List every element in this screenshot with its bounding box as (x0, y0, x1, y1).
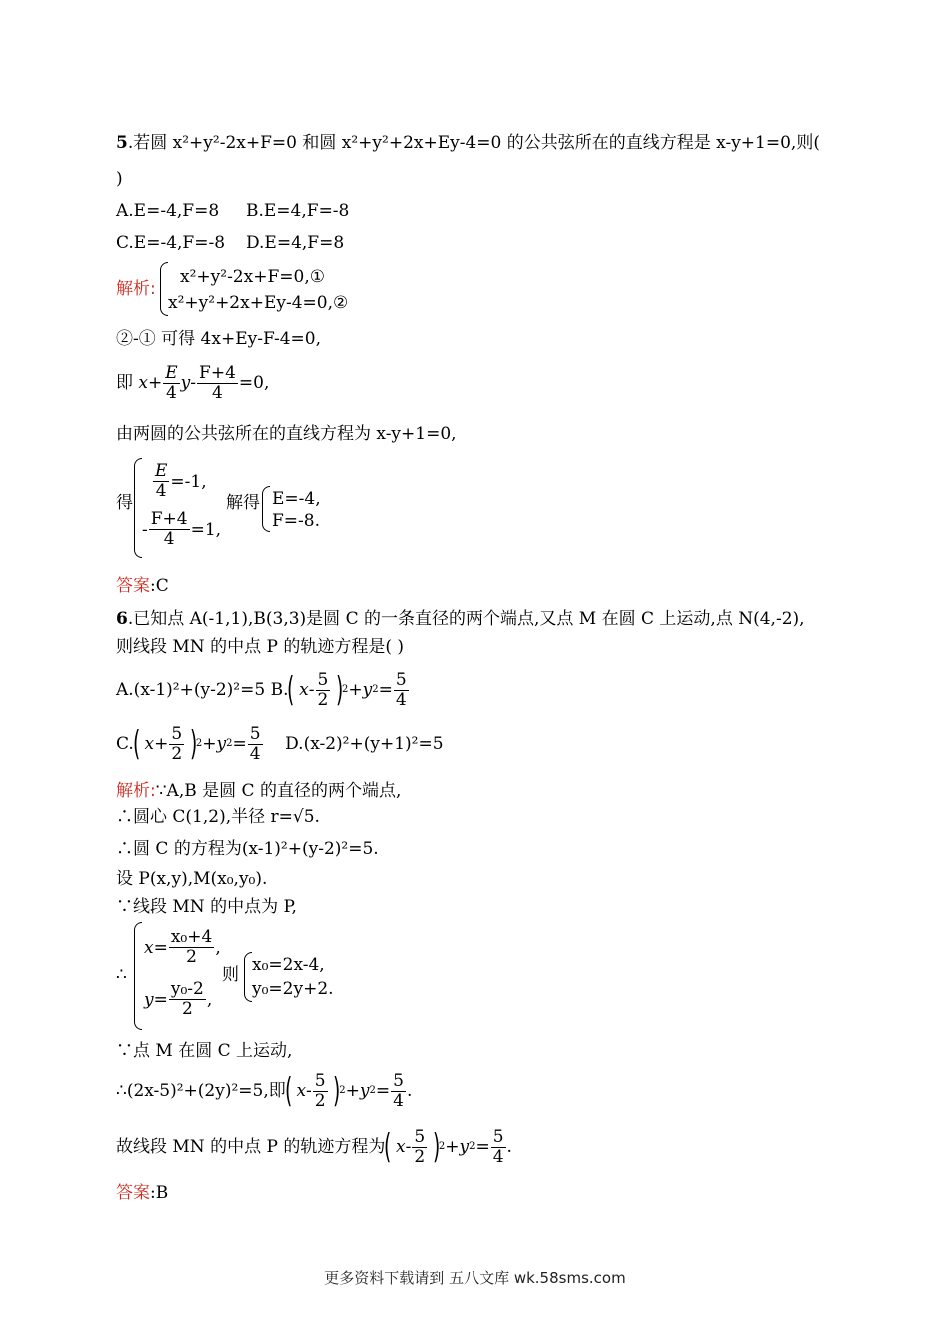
q6-then-label: 则 (222, 965, 239, 985)
q5-solve-label: 解得 (226, 493, 260, 513)
q6-option-d: D.(x-2)²+(y+1)²=5 (285, 734, 444, 754)
q5-stem (116, 132, 820, 154)
q6-therefore: ∴ (116, 965, 127, 985)
q5-answer: 答案:C (116, 576, 169, 596)
q5-stem-text: .若圆 x²+y²-2x+F=0 和圆 x²+y²+2x+Ey-4=0 的公共弦所在的直线方程是 x-y+1=0,则( (127, 133, 820, 153)
q6-analysis-5: ∵线段 MN 的中点为 P, (116, 897, 297, 917)
q6-answer-value: B (155, 1183, 169, 1203)
q6-analysis-label: 解析 (116, 781, 150, 801)
q6-system2-r2: y₀=2y+2. (252, 979, 334, 999)
q5-option-b: B.E=4,F=-8 (246, 201, 350, 221)
q6-options-ab: A.(x-1)²+(y-2)²=5 B. ( x - $\frac{5}{2}$ ) 2 + y 2 = $\frac{5}{4}$ (116, 669, 407, 710)
q5-system-brace (160, 262, 168, 316)
q6-system-eq-y: y = $\frac{\text{y₀-2}}{2}$ , (144, 979, 213, 1019)
q5-system-eq2: x²+y²+2x+Ey-4=0,② (168, 293, 349, 313)
q5-get-label: 得 (116, 493, 133, 513)
q5-stem-line2: ) (116, 169, 123, 189)
q5-answer-label: 答案 (116, 576, 150, 596)
q5-system2-eq1: $\frac{E}{4}$ =-1, (155, 461, 207, 501)
q6-system2-brace (244, 952, 252, 1002)
q6-option-b-label: B. (270, 680, 289, 700)
q6-number: 6 (116, 609, 128, 629)
q6-analysis-6: ∵点 M 在圆 C 上运动, (116, 1041, 293, 1061)
q5-answer-value: C (155, 576, 169, 596)
q5-system2-brace (134, 458, 142, 558)
q6-analysis-4: 设 P(x,y),M(x₀,y₀). (116, 869, 268, 889)
q6-analysis-1: 解析:∵A,B 是圆 C 的直径的两个端点, (116, 781, 402, 801)
q5-step1: ②-① 可得 4x+Ey-F-4=0, (116, 329, 322, 349)
q5-number: 5 (116, 133, 128, 153)
q5-step2: 即 x + $\frac{E}{4}$ y - $\frac{F+4}{4}$ =0, (116, 362, 270, 403)
q5-step3: 由两圆的公共弦所在的直线方程为 x-y+1=0, (116, 424, 457, 444)
q5-step2-frac2: $\frac{F+4}{4}$ (199, 362, 236, 403)
q6-stem (116, 608, 805, 630)
q6-analysis-8: 故线段 MN 的中点 P 的轨迹方程为 ( x - $\frac{5}{2}$ ) 2 + y 2 = $\frac{5}{4}$ . (116, 1126, 512, 1167)
q5-system3-eq2: F=-8. (272, 511, 321, 531)
q6-analysis-3: ∴圆 C 的方程为(x-1)²+(y-2)²=5. (116, 839, 379, 859)
q5-option-c: C.E=-4,F=-8 (116, 233, 226, 253)
q6-answer-label: 答案 (116, 1183, 150, 1203)
q6-option-a: A.(x-1)²+(y-2)²=5 (116, 680, 266, 700)
q6-system-eq-x: x = $\frac{\text{x₀+4}}{2}$ , (144, 927, 221, 967)
q6-analysis-2: ∴圆心 C(1,2),半径 r=√5. (116, 807, 320, 827)
q5-option-d: D.E=4,F=8 (246, 233, 345, 253)
q5-step2-frac1: $\frac{E}{4}$ (165, 362, 178, 403)
q6-stem-text: .已知点 A(-1,1),B(3,3)是圆 C 的一条直径的两个端点,又点 M 在圆 C 上运动,点 N(4,-2), (127, 609, 805, 629)
q5-system2-eq2: - $\frac{F+4}{4}$ =1, (142, 509, 222, 549)
q5-option-a: A.E=-4,F=8 (116, 201, 220, 221)
q6-answer: 答案:B (116, 1183, 169, 1203)
q6-options-cd: C. ( x + $\frac{5}{2}$ ) 2 + y 2 = $\frac{5}{4}$ D.(x-2)²+(y+1)²=5 (116, 723, 444, 764)
q5-system3-brace (262, 486, 270, 532)
q5-system-eq1: x²+y²-2x+F=0,① (180, 267, 325, 287)
q6-system-brace (134, 922, 142, 1030)
q5-analysis-label: 解析: (116, 279, 156, 299)
q5-step2-suffix: =0, (238, 373, 270, 393)
q5-step2-prefix: 即 (116, 373, 133, 393)
q6-system2-r1: x₀=2x-4, (252, 955, 325, 975)
q6-option-c-label: C. (116, 734, 134, 754)
q6-stem-line2: 则线段 MN 的中点 P 的轨迹方程是( ) (116, 637, 405, 657)
q6-analysis-7: ∴(2x-5)²+(2y)²=5,即 ( x - $\frac{5}{2}$ ) 2 + y 2 = $\frac{5}{4}$ . (116, 1070, 413, 1111)
q5-system3-eq1: E=-4, (272, 489, 321, 509)
footer-download-link[interactable]: 更多资料下载请到 五八文库 wk.58sms.com (324, 1269, 626, 1287)
